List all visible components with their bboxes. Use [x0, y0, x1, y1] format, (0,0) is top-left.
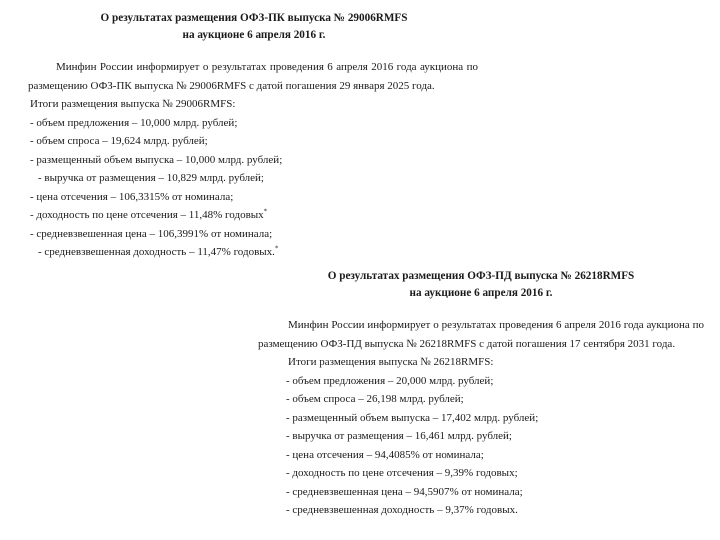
footnote-mark: * [263, 207, 268, 216]
announcement-title [30, 10, 478, 44]
title-line-1: О результатах размещения ОФЗ-ПД выпуска № 26218RMFS [327, 270, 635, 282]
list-item: - выручка от размещения – 16,461 млрд. рублей; [286, 430, 512, 442]
announcement-title [258, 268, 704, 302]
list-item: - размещенный объем выпуска – 10,000 млрд. рублей; [30, 153, 283, 166]
announcement-ofz-pk [30, 10, 478, 262]
results-list [30, 114, 478, 262]
list-item: - размещенный объем выпуска – 17,402 млрд. рублей; [286, 411, 539, 424]
title-line-1: О результатах размещения ОФЗ-ПК выпуска № 29006RMFS [100, 12, 408, 24]
results-list [258, 372, 704, 520]
list-item-text: - средневзвешенная доходность – 11,47% годовых. [38, 246, 275, 258]
results-heading: Итоги размещения выпуска № 26218RMFS: [288, 356, 494, 368]
list-item: - объем предложения – 20,000 млрд. рублей; [286, 374, 494, 387]
list-item: - объем спроса – 26,198 млрд. рублей; [286, 393, 464, 405]
list-item: - выручка от размещения – 10,829 млрд. рублей; [38, 172, 264, 184]
list-item: - средневзвешенная цена – 94,5907% от номинала; [286, 485, 523, 498]
list-item: - объем спроса – 19,624 млрд. рублей; [30, 135, 208, 147]
title-line-2: на аукционе 6 апреля 2016 г. [182, 29, 326, 41]
announcement-ofz-pd [258, 268, 704, 520]
list-item [30, 206, 478, 225]
list-item-text: - доходность по цене отсечения – 11,48% годовых [30, 209, 264, 221]
list-item: - доходность по цене отсечения – 9,39% годовых; [286, 467, 518, 479]
results-heading: Итоги размещения выпуска № 29006RMFS: [30, 98, 236, 110]
list-item: - цена отсечения – 94,4085% от номинала; [286, 448, 484, 461]
announcement-paragraph: Минфин России информирует о результатах проведения 6 апреля 2016 года аукциона по размещению ОФЗ-ПК выпуска № 29006RMFS с датой погашения 29 января 2025 года. [28, 61, 478, 92]
list-item: - средневзвешенная доходность – 9,37% годовых. [286, 504, 518, 516]
list-item [30, 243, 478, 262]
footnote-mark: * [274, 244, 279, 253]
list-item: - цена отсечения – 106,3315% от номинала; [30, 190, 234, 203]
title-line-2: на аукционе 6 апреля 2016 г. [409, 287, 553, 299]
list-item: - средневзвешенная цена – 106,3991% от номинала; [30, 227, 273, 240]
announcement-paragraph: Минфин России информирует о результатах проведения 6 апреля 2016 года аукциона по размещению ОФЗ-ПД выпуска № 26218RMFS с датой погашения 17 сентября 2031 года. [258, 319, 704, 350]
list-item: - объем предложения – 10,000 млрд. рублей; [30, 116, 238, 129]
